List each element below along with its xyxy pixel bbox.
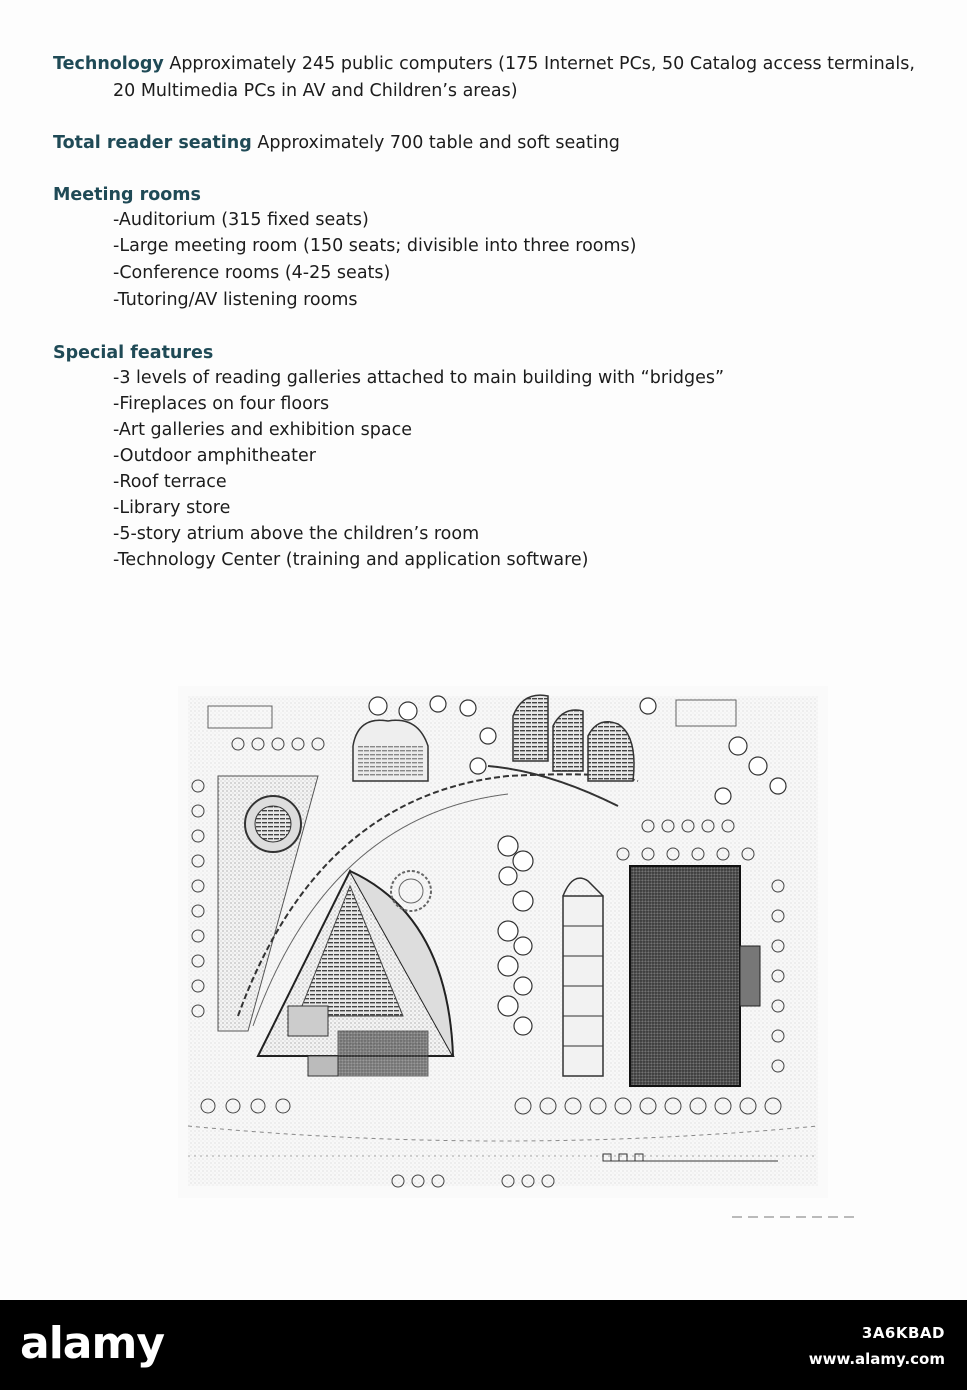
seating-line: [53, 132, 620, 154]
meeting-room-item: -Conference rooms (4-25 seats): [113, 263, 391, 283]
dashed-line: [732, 1216, 854, 1218]
meeting-room-item: -Large meeting room (150 seats; divisible into three rooms): [113, 236, 637, 256]
special-feature-item: -Outdoor amphitheater: [113, 446, 316, 466]
meeting-room-item: -Tutoring/AV listening rooms: [113, 290, 358, 310]
alamy-logo: alamy: [20, 1318, 164, 1369]
seating-heading: Total reader seating: [53, 133, 252, 153]
website-url: www.alamy.com: [808, 1350, 945, 1368]
seating-text: Approximately 700 table and soft seating: [257, 133, 620, 153]
technology-heading: Technology: [53, 54, 164, 74]
technology-line-1: [53, 53, 915, 75]
site-plan-drawing: [178, 686, 828, 1198]
meeting-rooms-heading: Meeting rooms: [53, 185, 201, 205]
special-feature-item: -Roof terrace: [113, 472, 227, 492]
technology-text-1: Approximately 245 public computers (175 Internet PCs, 50 Catalog access terminals,: [169, 54, 915, 74]
image-id: 3A6KBAD: [861, 1324, 945, 1342]
technology-text-2: 20 Multimedia PCs in AV and Children’s areas): [113, 81, 518, 101]
special-feature-item: -3 levels of reading galleries attached to main building with “bridges”: [113, 368, 725, 388]
special-feature-item: -Technology Center (training and application software): [113, 550, 589, 570]
meeting-room-item: -Auditorium (315 fixed seats): [113, 210, 369, 230]
special-feature-item: -Art galleries and exhibition space: [113, 420, 412, 440]
special-features-heading: Special features: [53, 343, 214, 363]
special-feature-item: -5-story atrium above the children’s room: [113, 524, 480, 544]
special-feature-item: -Library store: [113, 498, 231, 518]
special-feature-item: -Fireplaces on four floors: [113, 394, 330, 414]
